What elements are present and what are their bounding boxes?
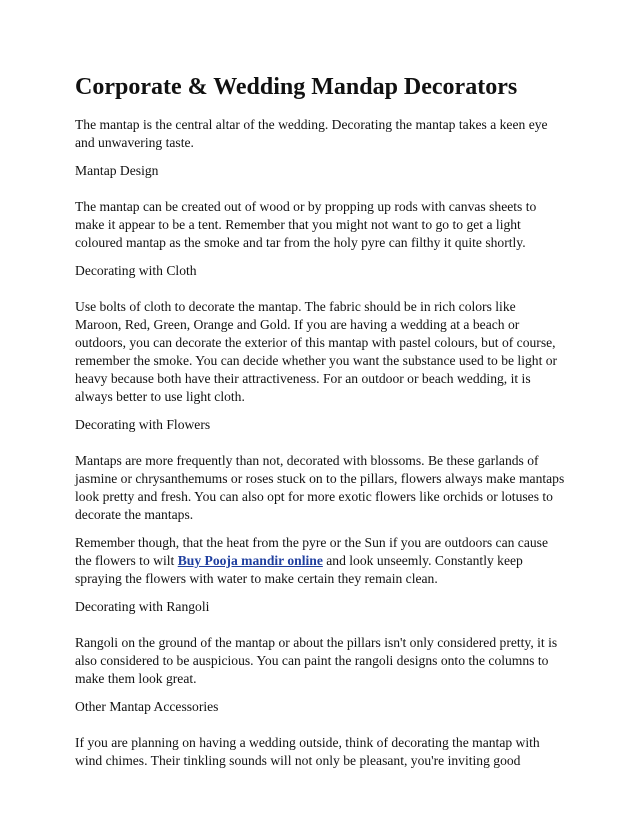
section-heading-rangoli: Decorating with Rangoli xyxy=(75,599,210,614)
flowers-text-before-link: Remember though, that the heat from the pyre or the Sun if you are outdoors can cause the flowers to wilt xyxy=(75,535,548,568)
page-title: Corporate & Wedding Mandap Decorators xyxy=(75,74,518,100)
section-heading-cloth: Decorating with Cloth xyxy=(75,263,197,278)
section-body-accessories: If you are planning on having a wedding outside, think of decorating the mantap with wind chimes. Their tinkling sounds will not only be pleasant, you're inviting good xyxy=(75,735,540,768)
document-page xyxy=(75,70,565,780)
buy-pooja-mandir-link[interactable]: Buy Pooja mandir online xyxy=(177,553,323,568)
section-heading-accessories: Other Mantap Accessories xyxy=(75,699,219,714)
section-body-flowers-1: Mantaps are more frequently than not, decorated with blossoms. Be these garlands of jasmine or chrysanthemums or roses stuck on to the pillars, flowers always make mantaps look pretty and fresh. You can also opt for more exotic flowers like orchids or lotuses to decorate the mantaps. xyxy=(75,453,565,522)
intro-paragraph: The mantap is the central altar of the wedding. Decorating the mantap takes a keen eye and unwavering taste. xyxy=(75,117,548,150)
section-body-mantap-design: The mantap can be created out of wood or by propping up rods with canvas sheets to make it appear to be a tent. Remember that you might not want to go to get a light coloured mantap as the smoke and tar from the holy pyre can filthy it quite shortly. xyxy=(75,199,537,250)
flowers-text-after-link: and look unseemly. Constantly keep spraying the flowers with water to make certain they remain clean. xyxy=(75,553,523,586)
section-body-cloth: Use bolts of cloth to decorate the mantap. The fabric should be in rich colors like Maroon, Red, Green, Orange and Gold. If you are having a wedding at a beach or outdoors, you can decorate the exterior of this mantap with pastel colours, but of course, remember the smoke. You can decide whether you want the substance used to be light or heavy because both have their attractiveness. For an outdoor or beach wedding, it is always better to use light cloth. xyxy=(75,299,558,404)
section-body-rangoli: Rangoli on the ground of the mantap or about the pillars isn't only considered pretty, it is also considered to be auspicious. You can paint the rangoli designs onto the columns to make them look great. xyxy=(75,635,558,686)
section-heading-mantap-design: Mantap Design xyxy=(75,163,159,178)
section-body-flowers-2 xyxy=(75,534,565,588)
section-heading-flowers: Decorating with Flowers xyxy=(75,417,211,432)
